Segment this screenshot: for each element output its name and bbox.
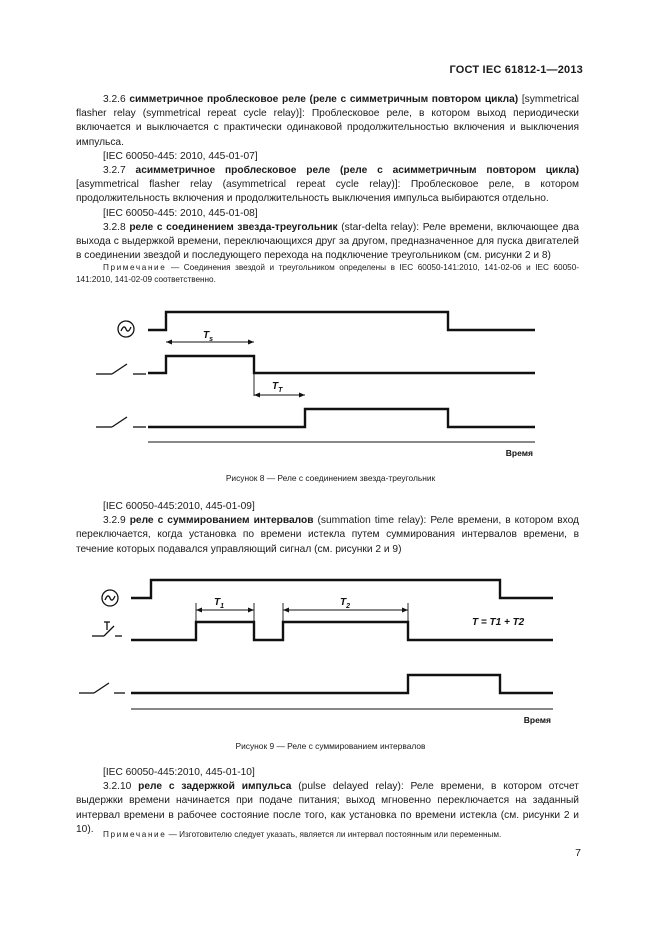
note-label: Примечание	[103, 830, 167, 839]
figure-8-timing-diagram	[0, 300, 661, 465]
figure-9-caption: Рисунок 9 — Реле с суммированием интервалов	[235, 741, 426, 751]
arrow-head	[166, 340, 172, 345]
ts-label: $T_s$	[203, 330, 214, 343]
arrow-head	[254, 393, 260, 398]
term-bold: реле с задержкой импульса	[138, 781, 292, 793]
document-header: ГОСТ IEC 61812-1—2013	[449, 64, 583, 76]
section-number: 3.2.9	[103, 515, 126, 527]
term-bold: реле с суммированием интервалов	[129, 515, 314, 527]
contact-icon-2	[96, 417, 146, 427]
sum-formula: T = T1 + T2	[472, 617, 525, 628]
arrow-head	[402, 608, 408, 613]
arrow-head	[248, 608, 254, 613]
term-bold: симметричное проблесковое реле (реле с симметричным повтором цикла)	[129, 94, 519, 105]
term-bold: реле с соединением звезда-треугольник	[129, 221, 338, 233]
definition-text: (summation time relay): Реле времени, в котором вход переключается, когда установка по времени истекла путем суммирования интервалов времени, в течение которых подавался управляющий сигнал (см. рисунки 2 и 9)	[76, 515, 579, 555]
definition-3-2-9	[76, 514, 579, 557]
section-number: 3.2.10	[103, 781, 132, 793]
arrow-head	[196, 608, 202, 613]
control-contact-icon	[92, 622, 122, 636]
power-icon	[118, 321, 134, 337]
definition-3-2-8	[76, 221, 579, 264]
definition-text: [symmetrical flasher relay (symmetrical repeat cycle relay)]: Проблесковое реле, в котором выход периодически включается и выключается с практически одинаковой продолжительностью включения и выключения импульса.	[76, 94, 579, 148]
contact-icon	[79, 683, 125, 693]
section-number: 3.2.6	[103, 94, 126, 105]
definition-text: (star-delta relay): Реле времени, включающее два выхода с выдержкой времени, переключающихся друг за другом, предназначенное для пуска двигателей в соединении звездой и последующего перехода на подключение треугольником (см. рисунки 2 и 8)	[76, 221, 579, 262]
section-number: 3.2.8	[103, 221, 126, 233]
reference: [IEC 60050-445: 2010, 445-01-08]	[103, 207, 258, 219]
figure-8-caption: Рисунок 8 — Реле с соединением звезда-треугольник	[225, 473, 436, 483]
note-label: Примечание	[103, 263, 167, 272]
figure-9-timing-diagram	[0, 570, 661, 730]
definitions-block-middle	[76, 500, 579, 557]
output-2-waveform	[148, 409, 535, 427]
t1-label: $T_1$	[214, 597, 225, 610]
section-number: 3.2.7	[103, 165, 126, 177]
definition-3-2-7	[76, 164, 579, 207]
definition-3-2-6	[76, 93, 579, 150]
reference: [IEC 60050-445:2010, 445-01-09]	[103, 501, 255, 512]
definition-text: (pulse delayed relay): Реле времени, в котором отсчет выдержки времени начинается при подаче питания; выход мгновенно переключается на заданный интервал времени в рабочее состояние после того, как установка по времени истекла (см. рисунки 2 и 10).	[76, 781, 579, 835]
page-number: 7	[575, 847, 581, 859]
note-text: — Соединения звездой и треугольником определены в IEC 60050-141:2010, 141-02-06 и IEC 60050-141:2010, 141-02-09 соответственно.	[76, 263, 579, 284]
output-1-waveform	[148, 356, 535, 373]
note-3-2-10	[76, 829, 579, 841]
reference: [IEC 60050-445: 2010, 445-01-07]	[103, 150, 258, 162]
arrow-head	[283, 608, 289, 613]
arrow-head	[248, 340, 254, 345]
term-bold: асимметричное проблесковое реле (реле с асимметричным повтором цикла)	[135, 165, 579, 177]
t2-label: $T_2$	[340, 597, 351, 610]
power-icon	[102, 590, 118, 606]
reference: [IEC 60050-445:2010, 445-01-10]	[103, 767, 255, 778]
definition-text: [asymmetrical flasher relay (asymmetrical repeat cycle relay)]: Проблесковое реле, в котором продолжительность включения и продолжительность выключения импульса выбираются отдельно.	[76, 179, 579, 205]
note-3-2-8	[76, 262, 579, 285]
supply-waveform	[148, 312, 535, 330]
arrow-head	[299, 393, 305, 398]
definitions-block-bottom	[76, 766, 579, 837]
tt-label: $T_T$	[272, 381, 283, 394]
axis-label: Время	[505, 448, 533, 458]
axis-label: Время	[523, 715, 551, 725]
contact-icon-1	[96, 364, 146, 374]
note-text: — Изготовителю следует указать, является ли интервал постоянным или переменным.	[166, 830, 502, 839]
definitions-block-top	[76, 93, 579, 263]
output-waveform	[131, 675, 553, 693]
supply-waveform	[131, 580, 553, 598]
